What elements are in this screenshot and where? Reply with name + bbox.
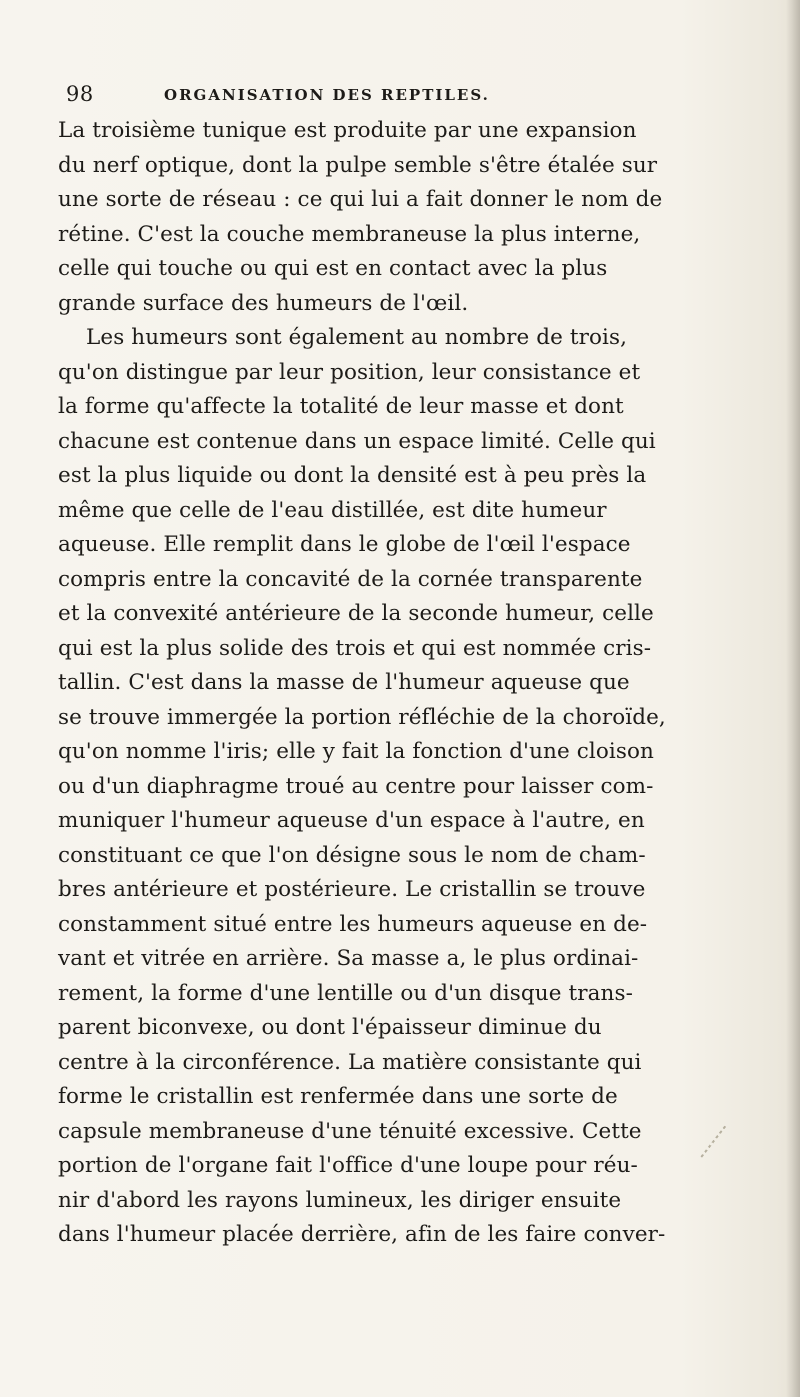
text-line: rétine. C'est la couche membraneuse la plus interne, <box>58 221 641 247</box>
text-line: tallin. C'est dans la masse de l'humeur aqueuse que <box>58 670 630 695</box>
text-line: Les humeurs sont également au nombre de trois, <box>86 325 628 350</box>
text-line: qui est la plus solide des trois et qui est nommée cris- <box>58 635 652 661</box>
text-line: muniquer l'humeur aqueuse d'un espace à l'autre, en <box>58 808 645 833</box>
text-line: La troisième tunique est produite par une expansion <box>58 118 637 143</box>
text-line: du nerf optique, dont la pulpe semble s'être étalée sur <box>58 152 658 178</box>
text-line: qu'on nomme l'iris; elle y fait la fonction d'une cloison <box>58 739 654 764</box>
text-line: une sorte de réseau : ce qui lui a fait donner le nom de <box>58 187 663 212</box>
text-line: compris entre la concavité de la cornée transparente <box>58 566 643 592</box>
text-line: même que celle de l'eau distillée, est dite humeur <box>58 497 607 523</box>
text-line: aqueuse. Elle remplit dans le globe de l'œil l'espace <box>58 532 631 557</box>
text-line: vant et vitrée en arrière. Sa masse a, le plus ordinai- <box>58 946 639 971</box>
text-line: chacune est contenue dans un espace limité. Celle qui <box>58 428 656 454</box>
text-line: qu'on distingue par leur position, leur consistance et <box>58 359 641 385</box>
text-line: et la convexité antérieure de la seconde humeur, celle <box>58 601 654 626</box>
text-line: centre à la circonférence. La matière consistante qui <box>58 1049 642 1075</box>
text-line: capsule membraneuse d'une ténuité excessive. Cette <box>58 1118 642 1144</box>
text-line: forme le cristallin est renfermée dans une sorte de <box>58 1084 618 1109</box>
text-line: se trouve immergée la portion réfléchie de la choroïde, <box>58 704 666 730</box>
text-line: bres antérieure et postérieure. Le cristallin se trouve <box>58 877 646 902</box>
text-line: est la plus liquide ou dont la densité est à peu près la <box>58 463 647 488</box>
text-line: constamment situé entre les humeurs aqueuse en de- <box>58 911 648 937</box>
text-line: constituant ce que l'on désigne sous le nom de cham- <box>58 842 646 868</box>
page-edge-shadow <box>786 0 800 1397</box>
text-line: portion de l'organe fait l'office d'une loupe pour réu- <box>58 1153 638 1178</box>
body-text <box>58 114 770 1253</box>
page-header <box>58 82 748 106</box>
text-line: dans l'humeur placée derrière, afin de les faire conver- <box>58 1222 666 1247</box>
text-line: nir d'abord les rayons lumineux, les diriger ensuite <box>58 1187 622 1213</box>
text-line: parent biconvexe, ou dont l'épaisseur diminue du <box>58 1015 602 1040</box>
text-line: ou d'un diaphragme troué au centre pour laisser com- <box>58 773 654 799</box>
text-line: la forme qu'affecte la totalité de leur masse et dont <box>58 394 624 419</box>
page-number: 98 <box>66 82 94 106</box>
text-line: rement, la forme d'une lentille ou d'un disque trans- <box>58 980 633 1006</box>
text-line: grande surface des humeurs de l'œil. <box>58 290 469 316</box>
running-head: ORGANISATION DES REPTILES. <box>164 86 490 104</box>
text-line: celle qui touche ou qui est en contact avec la plus <box>58 256 608 281</box>
